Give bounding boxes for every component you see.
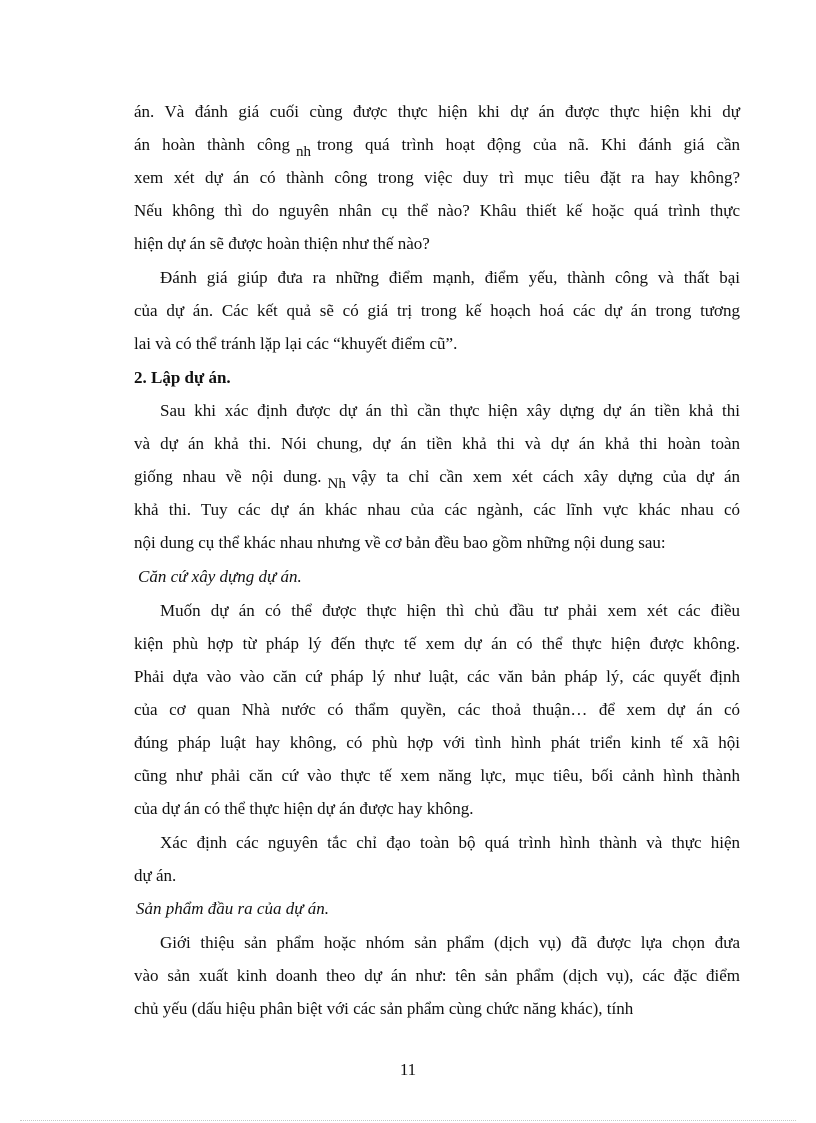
text-fragment: vậy ta chỉ cần xem xét cách xây dựng của dự án bbox=[351, 467, 740, 486]
text-fragment: trong quá trình hoạt động của nã. Khi đánh giá cần bbox=[317, 135, 741, 154]
paragraph-line: Phải dựa vào vào căn cứ pháp lý như luật, các văn bản pháp lý, các quyết định bbox=[134, 667, 740, 686]
subheading: Sản phẩm đầu ra của dự án. bbox=[136, 899, 329, 918]
paragraph-line: Nếu không thì do nguyên nhân cụ thể nào? Khâu thiết kế hoặc quá trình thực bbox=[134, 201, 740, 220]
paragraph-line: của cơ quan Nhà nước có thẩm quyền, các thoả thuận… để xem dự án có bbox=[134, 700, 740, 719]
paragraph-line: kiện phù hợp từ pháp lý đến thực tế xem dự án có thể thực hiện được không. bbox=[134, 634, 740, 653]
paragraph-line: dự án. bbox=[134, 866, 177, 885]
page-number: 11 bbox=[399, 1060, 417, 1079]
paragraph-line: vào sản xuất kinh doanh theo dự án như: tên sản phẩm (dịch vụ), các đặc điểm bbox=[134, 966, 740, 985]
paragraph-line: của dự án có thể thực hiện dự án được hay không. bbox=[134, 799, 474, 818]
paragraph-line bbox=[134, 133, 741, 160]
paragraph-line: chủ yếu (dấu hiệu phân biệt với các sản phẩm cùng chức năng khác), tính bbox=[134, 999, 634, 1018]
paragraph-line: Giới thiệu sản phẩm hoặc nhóm sản phẩm (dịch vụ) đã được lựa chọn đưa bbox=[160, 933, 740, 952]
misplaced-fragment: nh bbox=[296, 144, 312, 160]
paragraph-line bbox=[134, 465, 740, 492]
paragraph-line: xem xét dự án có thành công trong việc duy trì mục tiêu đặt ra hay không? bbox=[134, 168, 740, 187]
paragraph-line: Muốn dự án có thể được thực hiện thì chủ đầu tư phải xem xét các điều bbox=[160, 601, 740, 620]
paragraph-line: khả thi. Tuy các dự án khác nhau của các ngành, các lĩnh vực khác nhau có bbox=[134, 500, 740, 519]
subheading: Căn cứ xây dựng dự án. bbox=[138, 567, 302, 586]
paragraph-line: Đánh giá giúp đưa ra những điểm mạnh, điểm yếu, thành công và thất bại bbox=[160, 268, 740, 287]
paragraph-line: cũng như phải căn cứ vào thực tế xem năng lực, mục tiêu, bối cảnh hình thành bbox=[134, 766, 740, 785]
paragraph-line: Xác định các nguyên tắc chỉ đạo toàn bộ quá trình hình thành và thực hiện bbox=[160, 833, 740, 852]
paragraph-line: và dự án khả thi. Nói chung, dự án tiền khả thi và dự án khả thi hoàn toàn bbox=[134, 434, 740, 453]
paragraph-line: của dự án. Các kết quả sẽ có giá trị trong kế hoạch hoá các dự án trong tương bbox=[134, 301, 740, 320]
paragraph-line: Sau khi xác định được dự án thì cần thực hiện xây dựng dự án tiền khả thi bbox=[160, 401, 740, 420]
paragraph-line: nội dung cụ thể khác nhau nhưng về cơ bản đều bao gồm những nội dung sau: bbox=[134, 533, 666, 552]
misplaced-fragment: Nh bbox=[327, 476, 346, 492]
text-fragment: giống nhau về nội dung. bbox=[134, 467, 322, 486]
paragraph-line: hiện dự án sẽ được hoàn thiện như thế nào? bbox=[134, 234, 430, 253]
paragraph-line: án. Và đánh giá cuối cùng được thực hiện khi dự án được thực hiện khi dự bbox=[134, 102, 740, 121]
paragraph-line: đúng pháp luật hay không, có phù hợp với tình hình phát triển kinh tế xã hội bbox=[134, 733, 740, 752]
section-heading: 2. Lập dự án. bbox=[134, 368, 231, 387]
page-bottom-divider bbox=[20, 1120, 796, 1121]
text-fragment: án hoàn thành công bbox=[134, 135, 291, 154]
paragraph-line: lai và có thể tránh lặp lại các “khuyết điểm cũ”. bbox=[134, 334, 458, 353]
